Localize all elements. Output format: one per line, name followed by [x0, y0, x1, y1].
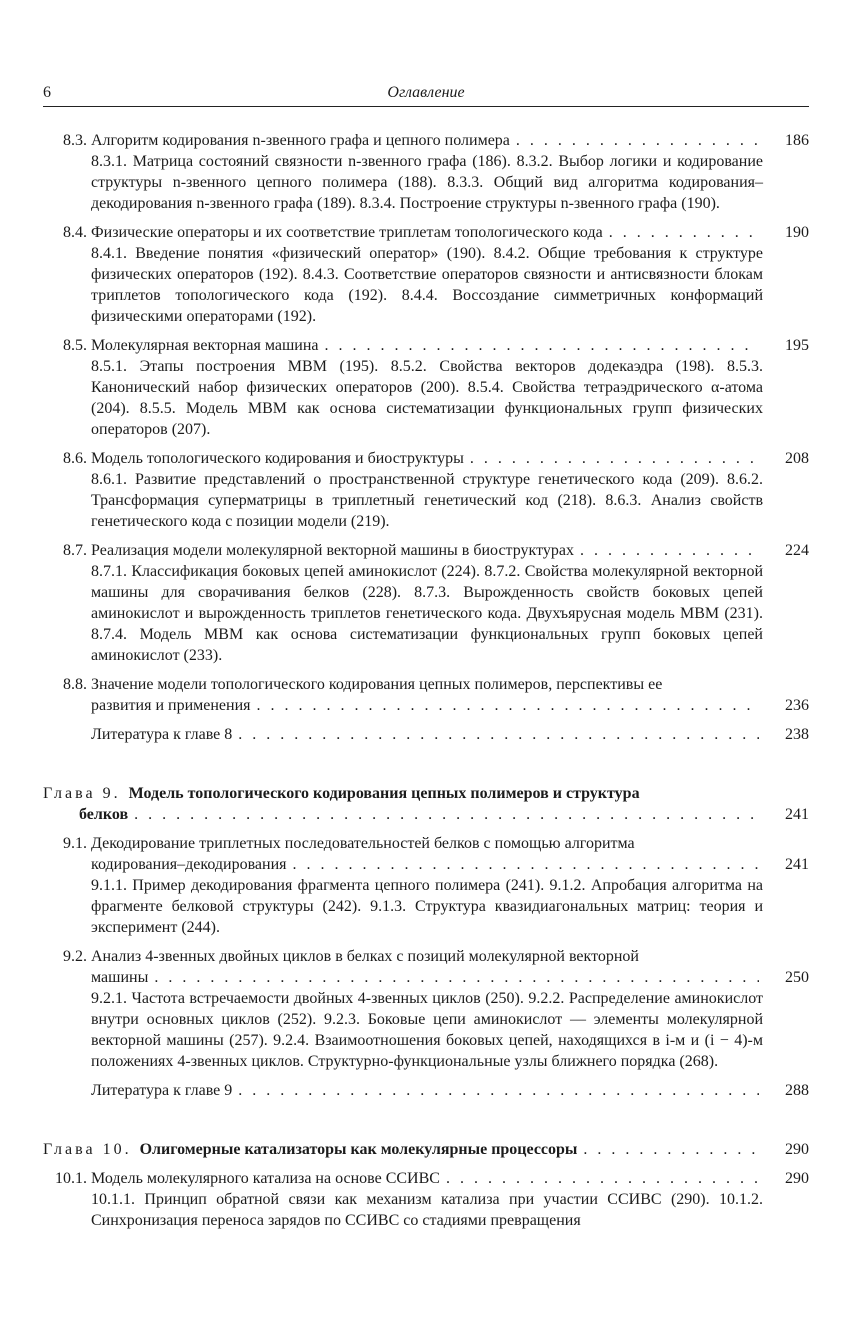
leader-dots [446, 1168, 759, 1189]
toc-section-8-7 [43, 540, 809, 666]
leader-dots [583, 1139, 759, 1160]
section-number: 9.2. [63, 948, 87, 965]
subsections: 8.3.1. Матрица состояний связности n-звенного графа (186). 8.3.2. Выбор логики и кодирование структуры n-звенного цепного полимера (188). 8.3.3. Общий вид алгоритма кодирования–декодирования n-звенного графа (189). 8.3.4. Построение структуры n-звенного графа (190). [91, 153, 763, 212]
section-title-line2[interactable]: развития и применения [91, 697, 251, 714]
page-ref[interactable]: 186 [785, 132, 809, 149]
section-number: 8.7. [63, 542, 87, 559]
toc-section-8-3 [43, 130, 809, 214]
section-title[interactable]: Алгоритм кодирования n-звенного графа и цепного полимера [91, 132, 510, 149]
leader-dots [238, 1080, 759, 1101]
leader-dots [257, 695, 759, 716]
section-title[interactable]: Реализация модели молекулярной векторной машины в биоструктурах [91, 542, 574, 559]
page-ref[interactable]: 236 [785, 697, 809, 714]
section-number: 10.1. [55, 1170, 87, 1187]
toc-section-8-6 [43, 448, 809, 532]
leader-dots [134, 804, 759, 825]
toc-chapter-9 [43, 783, 809, 825]
leader-dots [580, 540, 759, 561]
subsections: 9.2.1. Частота встречаемости двойных 4-звенных циклов (250). 9.2.2. Распределение аминокислот внутри основных циклов (252). 9.2.3. Боковые цепи аминокислот — элементы молекулярной векторной машины (257). 9.2.4. Взаимоотношения боковых цепей, находящихся в i-м и (i − 4)-м положениях 4-звенных циклов. Структурно-функциональные узлы ближнего порядка (268). [91, 990, 763, 1070]
literature-title[interactable]: Литература к главе 8 [91, 726, 233, 743]
subsections: 8.6.1. Развитие представлений о пространственной структуре генетического кода (209). 8.6.2. Трансформация суперматрицы в триплетный генетический код (218). 8.6.3. Анализ свойств генетического кода с позиции модели (219). [91, 471, 763, 530]
section-number: 8.3. [63, 132, 87, 149]
toc-literature-9 [43, 1080, 809, 1101]
section-number: 8.4. [63, 224, 87, 241]
table-of-contents [43, 130, 809, 1239]
page-ref[interactable]: 288 [785, 1082, 809, 1099]
page-ref[interactable]: 238 [785, 726, 809, 743]
leader-dots [470, 448, 759, 469]
section-number: 9.1. [63, 835, 87, 852]
toc-section-8-8 [43, 674, 809, 716]
page-ref[interactable]: 241 [785, 856, 809, 873]
section-number: 8.6. [63, 450, 87, 467]
leader-dots [293, 854, 759, 875]
toc-section-9-2 [43, 946, 809, 1072]
literature-title[interactable]: Литература к главе 9 [91, 1082, 233, 1099]
page-header [43, 84, 809, 107]
running-title: Оглавление [387, 84, 465, 101]
page-ref[interactable]: 290 [785, 1141, 809, 1158]
page-number: 6 [43, 84, 51, 101]
section-title-line2[interactable]: кодирования–декодирования [91, 856, 287, 873]
leader-dots [325, 335, 759, 356]
toc-literature-8 [43, 724, 809, 745]
page-ref[interactable]: 224 [785, 542, 809, 559]
section-title-line2[interactable]: машины [91, 969, 149, 986]
page-ref[interactable]: 195 [785, 337, 809, 354]
page-ref[interactable]: 250 [785, 969, 809, 986]
subsections: 8.4.1. Введение понятия «физический оператор» (190). 8.4.2. Общие требования к структуре физических операторов (192). 8.4.3. Соответствие операторов связности и антисвязности блокам триплетов топологического кода (192). 8.4.4. Воссоздание симметричных конформаций физическими операторами (192). [91, 245, 763, 325]
leader-dots [154, 967, 759, 988]
page-ref[interactable]: 190 [785, 224, 809, 241]
section-title[interactable]: Модель топологического кодирования и биоструктуры [91, 450, 464, 467]
subsections: 10.1.1. Принцип обратной связи как механизм катализа при участии ССИВС (290). 10.1.2. Синхронизация переноса зарядов по ССИВС со стадиями превращения [91, 1191, 763, 1229]
leader-dots [238, 724, 759, 745]
section-number: 8.8. [63, 676, 87, 693]
subsections: 8.7.1. Классификация боковых цепей аминокислот (224). 8.7.2. Свойства молекулярной векторной машины для сворачивания белков (228). 8.7.3. Вырожденность свойств боковых цепей аминокислот и вырожденность триплетов генетического кода. Двухъярусная модель МВМ (231). 8.7.4. Модель МВМ как основа систематизации функциональных групп боковых цепей аминокислот (233). [91, 563, 763, 664]
toc-section-10-1 [43, 1168, 809, 1231]
chapter-title-line1[interactable]: Модель топологического кодирования цепных полимеров и структура [128, 785, 640, 802]
toc-section-9-1 [43, 833, 809, 938]
chapter-label: Глава 9. [43, 785, 121, 802]
section-number: 8.5. [63, 337, 87, 354]
toc-chapter-10 [43, 1139, 809, 1160]
page-ref[interactable]: 290 [785, 1170, 809, 1187]
section-title[interactable]: Модель молекулярного катализа на основе ССИВС [91, 1170, 440, 1187]
chapter-title[interactable]: Олигомерные катализаторы как молекулярные процессоры [139, 1141, 578, 1158]
chapter-title-line2[interactable]: белков [79, 806, 129, 823]
chapter-label: Глава 10. [43, 1141, 132, 1158]
subsections: 9.1.1. Пример декодирования фрагмента цепного полимера (241). 9.1.2. Апробация алгоритма на фрагменте белковой структуры (242). 9.1.3. Структура квазидиагональных матриц: теория и эксперимент (244). [91, 877, 763, 936]
section-title[interactable]: Физические операторы и их соответствие триплетам топологического кода [91, 224, 603, 241]
page-ref[interactable]: 241 [785, 806, 809, 823]
toc-section-8-4 [43, 222, 809, 327]
section-title-line1[interactable]: Значение модели топологического кодирования цепных полимеров, перспективы ее [91, 676, 663, 693]
section-title[interactable]: Молекулярная векторная машина [91, 337, 319, 354]
toc-section-8-5 [43, 335, 809, 440]
page-ref[interactable]: 208 [785, 450, 809, 467]
section-title-line1[interactable]: Декодирование триплетных последовательностей белков с помощью алгоритма [91, 835, 635, 852]
leader-dots [516, 130, 759, 151]
subsections: 8.5.1. Этапы построения МВМ (195). 8.5.2. Свойства векторов додекаэдра (198). 8.5.3. Канонический набор физических операторов (200). 8.5.4. Свойства тетраэдрического α-атома (204). 8.5.5. Модель МВМ как основа систематизации функциональных групп физических операторов (207). [91, 358, 763, 438]
leader-dots [609, 222, 759, 243]
section-title-line1[interactable]: Анализ 4-звенных двойных циклов в белках с позиций молекулярной векторной [91, 948, 639, 965]
